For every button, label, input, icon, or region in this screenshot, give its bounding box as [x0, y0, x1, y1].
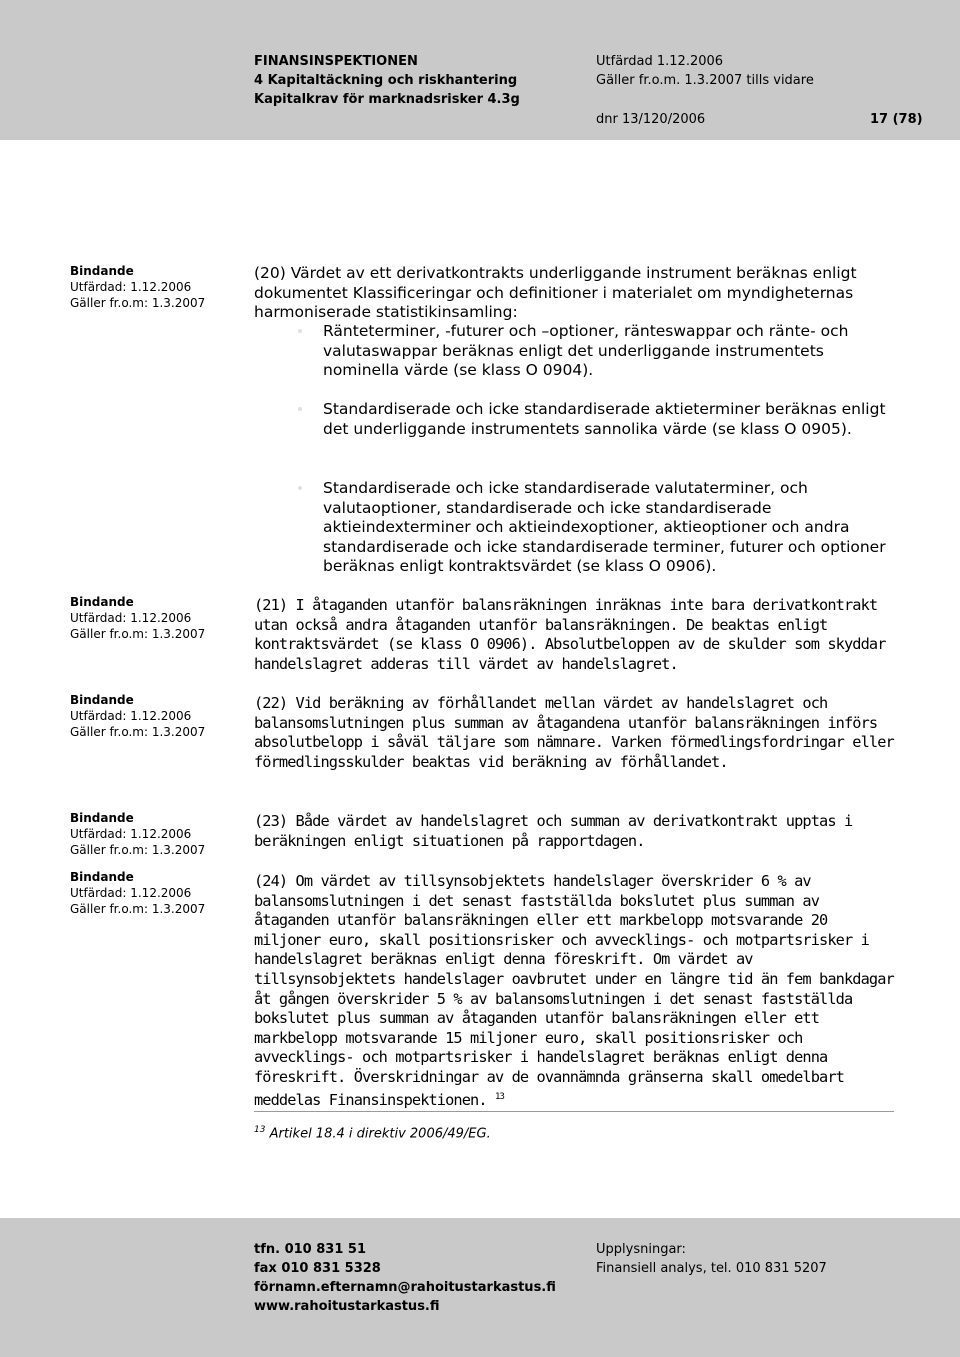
bullet-icon: [298, 486, 302, 490]
side-note-binding: Bindande: [70, 693, 134, 707]
footer-info-label: Upplysningar:: [596, 1242, 686, 1257]
valid-date: Gäller fr.o.m. 1.3.2007 tills vidare: [596, 73, 814, 88]
side-note-binding: Bindande: [70, 595, 134, 609]
side-note-issued: Utfärdad: 1.12.2006: [70, 280, 192, 294]
bullet-icon: [298, 407, 302, 411]
org-name: FINANSINSPEKTIONEN: [254, 54, 418, 69]
side-note-valid: Gäller fr.o.m: 1.3.2007: [70, 296, 206, 310]
side-note-issued: Utfärdad: 1.12.2006: [70, 709, 192, 723]
issued-date: Utfärdad 1.12.2006: [596, 54, 724, 69]
header-right: [596, 52, 814, 90]
paragraph-22: (22) Vid beräkning av förhållandet mellan värdet av handelslagret och balansomslutningen plus summan av åtagandena utanför balansräkningen införs absolutbelopp i såväl täljare som nämnare. Varken förmedlingsfordringar eller förmedlingsskulder beaktas vid beräkning av förhållandet.: [254, 694, 894, 771]
side-note: [70, 869, 205, 917]
footer-info-value: Finansiell analys, tel. 010 831 5207: [596, 1261, 827, 1276]
footer-website[interactable]: www.rahoitustarkastus.fi: [254, 1299, 440, 1314]
footer-fax: fax 010 831 5328: [254, 1261, 381, 1276]
side-note-binding: Bindande: [70, 811, 134, 825]
section-title: Kapitalkrav för marknadsrisker 4.3g: [254, 92, 520, 107]
footnote: [254, 1125, 491, 1141]
side-note-valid: Gäller fr.o.m: 1.3.2007: [70, 902, 206, 916]
paragraph-20-bullet: Standardiserade och icke standardiserade valutaterminer, och valutaoptioner, standardiserade och icke standardiserade aktieindexterminer och aktieindexoptioner, aktieoptioner och andra standardiserade och icke standardiserade terminer, futurer och optioner beräknas enligt kontraktsvärdet (se klass O 0906).: [323, 479, 886, 576]
chapter-title: 4 Kapitaltäckning och riskhantering: [254, 73, 518, 88]
side-note-issued: Utfärdad: 1.12.2006: [70, 611, 192, 625]
side-note: [70, 594, 205, 642]
side-note-valid: Gäller fr.o.m: 1.3.2007: [70, 843, 206, 857]
footnote-reference[interactable]: 13: [494, 1091, 505, 1102]
paragraph-20-bullet: Ränteterminer, -futurer och –optioner, ränteswappar och ränte- och valutaswappar beräknas enligt det underliggande instrumentets nominella värde (se klass O 0904).: [323, 322, 849, 380]
side-note-binding: Bindande: [70, 264, 134, 278]
side-note-valid: Gäller fr.o.m: 1.3.2007: [70, 725, 206, 739]
paragraph-24: [254, 872, 894, 1110]
footnote-divider: [254, 1111, 894, 1112]
paragraph-20-bullet: Standardiserade och icke standardiserade aktieterminer beräknas enligt det underliggande instrumentets sannolika värde (se klass O 0905).: [323, 400, 886, 438]
side-note-valid: Gäller fr.o.m: 1.3.2007: [70, 627, 206, 641]
side-note: [70, 263, 205, 311]
footer-contact: [254, 1240, 556, 1316]
paragraph-21: (21) I åtaganden utanför balansräkningen inräknas inte bara derivatkontrakt utan också andra åtaganden utanför balansräkningen. De beaktas enligt kontraktsvärdet (se klass O 0906). Absolutbeloppen av de skulder som skyddar handelslagret adderas till värdet av handelslagret.: [254, 596, 886, 673]
footnote-number: 13: [254, 1125, 266, 1135]
side-note: [70, 692, 205, 740]
paragraph-20-intro: (20) Värdet av ett derivatkontrakts underliggande instrument beräknas enligt dokumentet Klassificeringar och definitioner i materialet om myndigheternas harmoniserade statistikinsamling:: [254, 264, 857, 322]
side-note-issued: Utfärdad: 1.12.2006: [70, 886, 192, 900]
side-note: [70, 810, 205, 858]
footer-email[interactable]: förnamn.efternamn@rahoitustarkastus.fi: [254, 1280, 556, 1295]
paragraph-24-text: (24) Om värdet av tillsynsobjektets handelslager överskrider 6 % av balansomslutningen i det senast fastställda bokslutet plus summan av åtaganden utanför balansräkningen eller ett markbelopp motsvarande 20 miljoner euro, skall positionsrisker och avvecklings- och motpartsrisker i handelslagret beräknas enligt denna föreskrift. Om värdet av tillsynsobjektets handelslager oavbrutet under en längre tid än fem bankdagar åt gången överskrider 5 % av balansomslutningen i det senast fastställda bokslutet plus summan av åtaganden utanför balansräkningen eller ett markbelopp motsvarande 15 miljoner euro, skall positionsrisker och avvecklings- och motpartsrisker i handelslagret beräknas enligt denna föreskrift. Överskridningar av de ovannämnda gränserna skall omedelbart meddelas Finansinspektionen.: [254, 872, 894, 1109]
footer-phone: tfn. 010 831 51: [254, 1242, 367, 1257]
page-number: 17 (78): [870, 112, 923, 127]
side-note-issued: Utfärdad: 1.12.2006: [70, 827, 192, 841]
footnote-text: Artikel 18.4 i direktiv 2006/49/EG.: [269, 1126, 491, 1142]
side-note-binding: Bindande: [70, 870, 134, 884]
document-number: dnr 13/120/2006: [596, 112, 706, 127]
bullet-icon: [298, 329, 302, 333]
paragraph-23: (23) Både värdet av handelslagret och summan av derivatkontrakt upptas i beräkningen enligt situationen på rapportdagen.: [254, 812, 853, 850]
header-left: [254, 52, 520, 109]
footer-info: [596, 1240, 827, 1278]
